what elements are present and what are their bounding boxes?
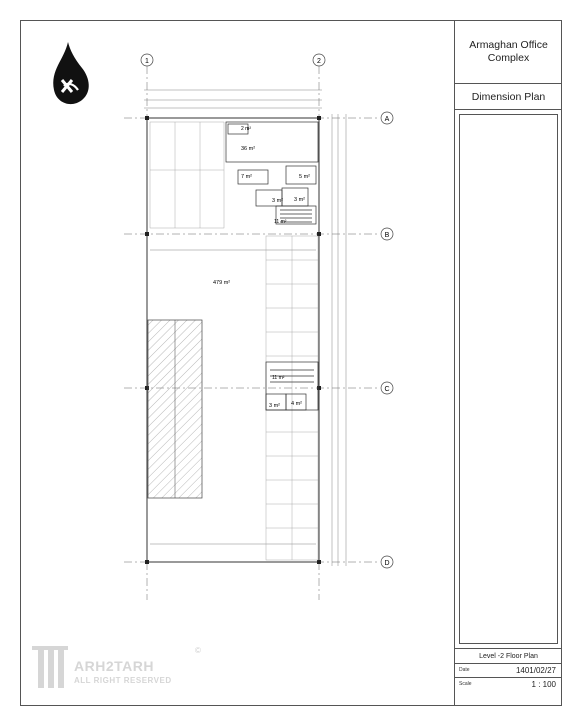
grid-column-2-label: 2	[317, 58, 321, 65]
drawing-area	[20, 20, 454, 706]
grid-row-c-label: C	[384, 386, 390, 393]
room-label-3c: 3 m²	[269, 403, 280, 409]
grid-row-a-label: A	[384, 116, 390, 123]
watermark	[30, 640, 201, 696]
title-block-blank-panel	[459, 114, 558, 644]
room-label-5: 5 m²	[299, 174, 310, 180]
room-label-3b: 3 m²	[294, 197, 305, 203]
north-arrow-icon	[53, 42, 88, 104]
scale-row	[455, 678, 562, 692]
watermark-copyright: ©	[195, 646, 201, 655]
room-label-4: 4 m²	[291, 401, 302, 407]
parking-strip-right	[266, 236, 318, 560]
date-label: Date	[459, 667, 470, 673]
ramp	[148, 320, 202, 498]
room-label-main-hall: 479 m²	[213, 280, 231, 286]
title-block	[454, 20, 562, 706]
project-title: Armaghan Office Complex	[455, 20, 562, 84]
watermark-logo-icon	[30, 642, 74, 692]
room-label-3a: 3 m²	[272, 198, 283, 204]
room-label-small-top: 2 m²	[241, 126, 251, 132]
grid-row-d-label: D	[384, 560, 390, 567]
room-label-stair-mid: 11 m²	[272, 375, 285, 381]
date-row	[455, 664, 562, 678]
room-label-office-top: 36 m²	[241, 146, 256, 152]
floor-plan-drawing	[20, 20, 454, 706]
grid-column-1-label: 1	[145, 58, 149, 65]
room-label-7: 7 m²	[241, 174, 252, 180]
watermark-rights: ALL RIGHT RESERVED	[74, 676, 172, 685]
watermark-brand: ARH2TARH	[74, 658, 154, 674]
service-rooms-top	[226, 122, 318, 224]
room-label-stair-top: 11 m²	[274, 219, 287, 225]
grid-row-b-label: B	[384, 232, 390, 239]
sheet-name: Dimension Plan	[455, 84, 562, 110]
date-value: 1401/02/27	[515, 666, 556, 675]
scale-value: 1 : 100	[531, 680, 556, 689]
view-name: Level -2 Floor Plan	[455, 648, 562, 664]
scale-label: Scale	[459, 681, 472, 687]
parking-area-top	[150, 122, 224, 228]
grid-row-b	[124, 228, 393, 240]
